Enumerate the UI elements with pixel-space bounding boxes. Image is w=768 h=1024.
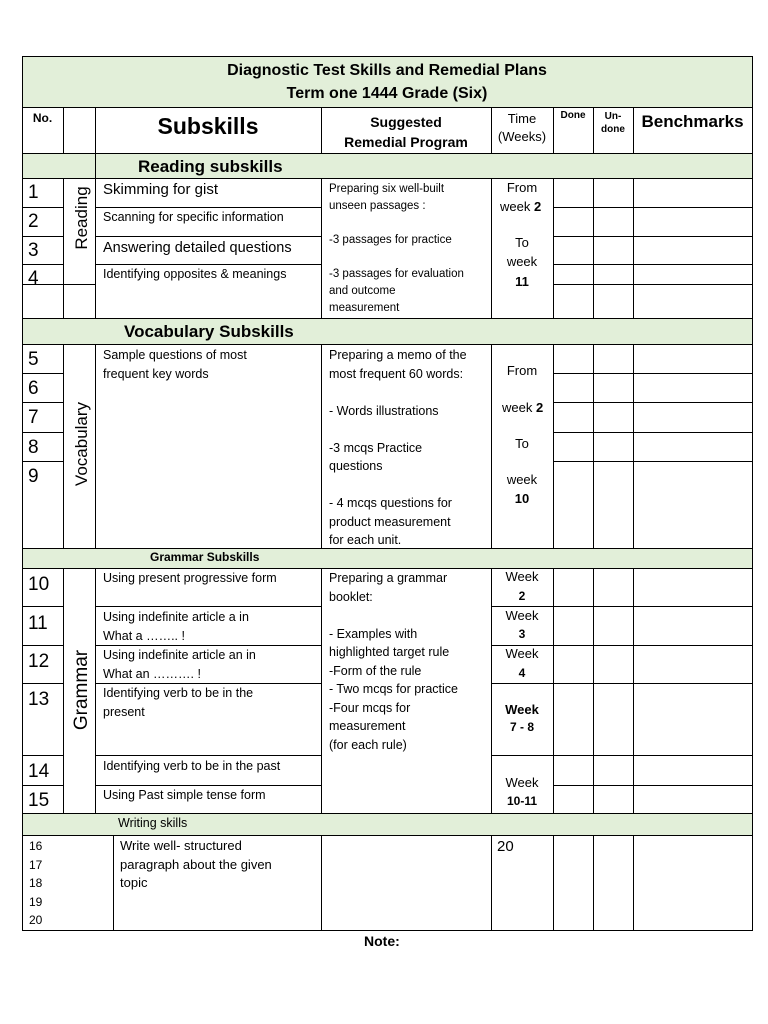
row-number: 12 — [28, 651, 50, 672]
reading-time-week-end: week — [506, 254, 538, 269]
grammar-time-value: 10-11 — [506, 794, 538, 808]
grammar-skill: Using Past simple tense form — [103, 788, 266, 802]
grammar-remedial: Preparing a grammar booklet: - Examples with highlighted target rule -Form of the rule - Two mcqs for practice -Four mcqs for measurement (for each rule) — [329, 571, 458, 752]
writing-section-title: Writing skills — [118, 816, 188, 830]
reading-remedial: Preparing six well-built unseen passages : -3 passages for practice -3 passages for evaluation and outcome measurement — [329, 183, 464, 314]
reading-skill: Answering detailed questions — [103, 240, 292, 256]
row-number: 14 — [28, 761, 50, 782]
row-number: 6 — [28, 378, 39, 399]
vocabulary-skill: Sample questions of most frequent key words — [103, 348, 247, 381]
grammar-skill: Using indefinite article an in What an ………. ! — [103, 648, 256, 681]
grammar-time-label: Week — [505, 702, 539, 717]
reading-skill: Identifying opposites & meanings — [103, 267, 287, 281]
vocabulary-remedial: Preparing a memo of the most frequent 60 words: - Words illustrations -3 mcqs Practice questions - 4 mcqs questions for product measurement for each unit. — [329, 348, 467, 547]
vocabulary-time-to: To — [515, 436, 529, 451]
row-number: 7 — [28, 407, 39, 428]
grammar-time-value: 4 — [518, 666, 526, 680]
row-number: 1 — [28, 182, 39, 203]
reading-section-title: Reading subskills — [138, 157, 283, 176]
grammar-skill: Using present progressive form — [103, 571, 277, 585]
vocabulary-time-week-number: 10 — [514, 491, 530, 506]
row-number: 5 — [28, 349, 39, 370]
document-title: Diagnostic Test Skills and Remedial Plans — [227, 62, 547, 79]
vocabulary-time-from: From — [506, 363, 538, 378]
row-number: 11 — [28, 613, 48, 634]
row-number: 13 — [28, 689, 50, 710]
grammar-time-label: Week — [505, 608, 539, 623]
header-benchmarks: Benchmarks — [641, 112, 744, 131]
reading-category-label: Reading — [72, 186, 91, 250]
row-number: 9 — [28, 466, 39, 487]
document-subtitle: Term one 1444 Grade (Six) — [286, 85, 488, 102]
grammar-category-label: Grammar — [71, 649, 92, 731]
grammar-time-label: Week — [505, 646, 539, 661]
vocabulary-section-title: Vocabulary Subskills — [124, 322, 294, 341]
writing-row-numbers: 16 17 18 19 20 — [29, 839, 43, 927]
header-time: Time (Weeks) — [497, 111, 547, 144]
header-remedial: Suggested Remedial Program — [344, 114, 468, 150]
grammar-time-label: Week — [505, 569, 539, 584]
vocabulary-time-week: week 2 — [502, 400, 544, 415]
writing-skill: Write well- structured paragraph about the given topic — [120, 838, 272, 890]
vocabulary-category-label: Vocabulary — [72, 401, 91, 487]
grammar-skill: Identifying verb to be in the present — [103, 686, 254, 719]
header-no: No. — [32, 111, 53, 125]
row-number: 4 — [28, 268, 39, 289]
row-number: 8 — [28, 437, 39, 458]
writing-time: 20 — [497, 838, 514, 855]
header-done: Done — [560, 110, 586, 121]
note-label: Note: — [364, 933, 400, 949]
grammar-time-value: 3 — [518, 627, 526, 641]
reading-time-from: From — [506, 180, 538, 195]
grammar-time-label: Week — [505, 775, 539, 790]
grammar-skill: Identifying verb to be in the past — [103, 759, 281, 773]
reading-time-week: week 2 — [500, 199, 542, 214]
grammar-skill: Using indefinite article a in What a …….. ! — [103, 610, 249, 643]
grammar-section-title: Grammar Subskills — [150, 550, 260, 564]
row-number: 2 — [28, 211, 39, 232]
reading-time-to: To — [515, 235, 529, 250]
grammar-time-value: 2 — [518, 589, 526, 603]
row-number: 15 — [28, 790, 50, 811]
reading-skill: Skimming for gist — [103, 181, 219, 198]
vocabulary-time-week-end: week — [506, 472, 538, 487]
reading-skill: Scanning for specific information — [103, 210, 284, 224]
row-number: 3 — [28, 240, 39, 261]
row-number: 10 — [28, 574, 50, 595]
grammar-time-value: 7 - 8 — [509, 720, 534, 734]
header-undone: Un- done — [601, 111, 625, 135]
reading-time-week-number: 11 — [515, 274, 529, 289]
header-subskills: Subskills — [157, 113, 259, 139]
